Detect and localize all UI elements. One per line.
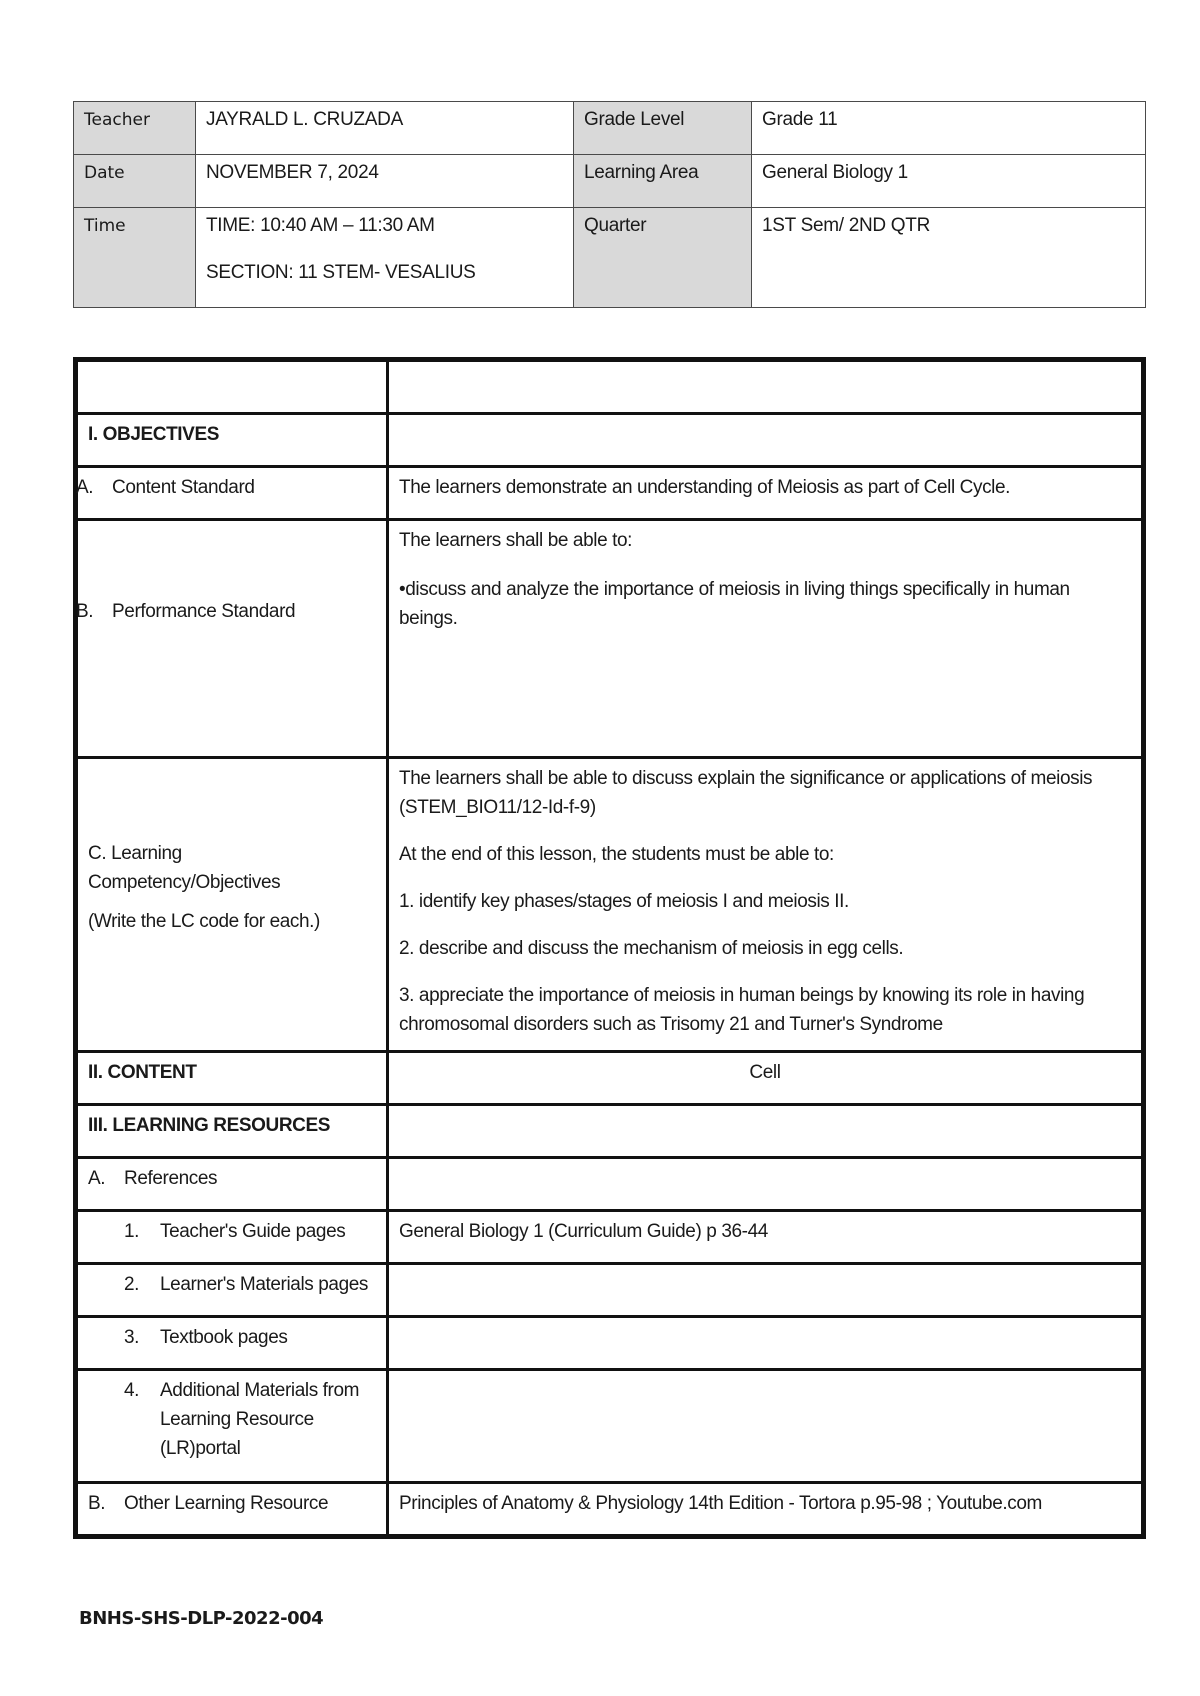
objectives-empty-cell [388,414,1144,467]
reference-row [76,1211,1144,1264]
blank-header-row [76,360,1144,414]
lesson-plan-table [73,357,1146,1539]
time-label: Time [74,208,196,308]
references-row [76,1158,1144,1211]
references-letter: A. [88,1168,106,1189]
other-resource-value: Principles of Anatomy & Physiology 14th Edition - Tortora p.95-98 ; Youtube.com [388,1483,1144,1537]
reference-value [388,1370,1144,1483]
learning-area-label: Learning Area [574,155,752,208]
reference-label-cell [76,1370,388,1483]
resources-heading: III. LEARNING RESOURCES [76,1105,388,1158]
objectives-heading: I. OBJECTIVES [76,414,388,467]
content-value: Cell [388,1052,1144,1105]
reference-row [76,1370,1144,1483]
performance-standard-cell [388,520,1144,758]
reference-number: 1. [124,1221,140,1242]
resources-row [76,1105,1144,1158]
reference-label: Textbook pages [160,1327,288,1348]
time-section-cell [196,208,574,308]
document-code: BNHS-SHS-DLP-2022-004 [79,1608,324,1629]
performance-standard-intro: The learners shall be able to: [399,530,633,551]
competency-item: 2. describe and discuss the mechanism of meiosis in egg cells. [399,938,904,959]
content-heading: II. CONTENT [76,1052,388,1105]
date-label: Date [74,155,196,208]
other-resource-letter: B. [88,1493,106,1514]
section-value: SECTION: 11 STEM- VESALIUS [206,262,476,283]
competency-cell [388,758,1144,1052]
performance-standard-label-cell [76,520,388,758]
reference-value [388,1317,1144,1370]
competency-intro: The learners shall be able to discuss explain the significance or applications of meiosis (STEM_BIO11/12-Id-f-9) [399,768,1093,818]
reference-number: 2. [124,1274,140,1295]
competency-lead: At the end of this lesson, the students must be able to: [399,844,834,865]
grade-level-value: Grade 11 [752,102,1146,155]
content-standard-row [76,467,1144,520]
performance-standard-label: Performance Standard [112,600,296,622]
reference-label-cell [76,1211,388,1264]
learning-area-value: General Biology 1 [752,155,1146,208]
resources-empty-cell [388,1105,1144,1158]
other-resource-label-cell [76,1483,388,1537]
time-value: TIME: 10:40 AM – 11:30 AM [206,215,435,236]
reference-label: Teacher's Guide pages [160,1221,346,1242]
competency-note: (Write the LC code for each.) [88,910,320,932]
quarter-value: 1ST Sem/ 2ND QTR [752,208,1146,308]
reference-value [388,1264,1144,1317]
content-standard-value: The learners demonstrate an understanding of Meiosis as part of Cell Cycle. [388,467,1144,520]
objectives-row [76,414,1144,467]
reference-label-cell [76,1264,388,1317]
competency-item: 1. identify key phases/stages of meiosis I and meiosis II. [399,891,849,912]
competency-row [76,758,1144,1052]
performance-standard-bullet: •discuss and analyze the importance of meiosis in living things specifically in human beings. [399,579,1070,629]
reference-row [76,1317,1144,1370]
reference-row [76,1264,1144,1317]
teacher-label: Teacher [74,102,196,155]
reference-value: General Biology 1 (Curriculum Guide) p 36-44 [388,1211,1144,1264]
content-standard-label: Content Standard [112,477,255,498]
lesson-info-table [73,101,1146,308]
content-row [76,1052,1144,1105]
reference-number: 4. [124,1380,140,1401]
content-standard-letter: A. [76,477,94,498]
other-resource-row [76,1483,1144,1537]
info-row-teacher [74,102,1146,155]
info-row-time [74,208,1146,308]
performance-standard-letter: B. [76,600,94,622]
references-empty-cell [388,1158,1144,1211]
performance-standard-row [76,520,1144,758]
references-label: References [124,1168,218,1189]
competency-item: 3. appreciate the importance of meiosis in human beings by knowing its role in having chromosomal disorders such as Trisomy 21 and Turner's Syndrome [399,985,1085,1035]
content-standard-label-cell [76,467,388,520]
reference-label-cell [76,1317,388,1370]
competency-label-cell [76,758,388,1052]
grade-level-label: Grade Level [574,102,752,155]
other-resource-label: Other Learning Resource [124,1493,329,1514]
references-label-cell [76,1158,388,1211]
date-value: NOVEMBER 7, 2024 [196,155,574,208]
info-row-date [74,155,1146,208]
quarter-label: Quarter [574,208,752,308]
blank-cell-left [76,360,388,414]
blank-cell-right [388,360,1144,414]
reference-label: Learner's Materials pages [160,1274,369,1295]
reference-number: 3. [124,1327,140,1348]
teacher-value: JAYRALD L. CRUZADA [196,102,574,155]
reference-label: Additional Materials from Learning Resource (LR)portal [160,1380,360,1459]
competency-label: C. Learning Competency/Objectives [88,842,281,893]
